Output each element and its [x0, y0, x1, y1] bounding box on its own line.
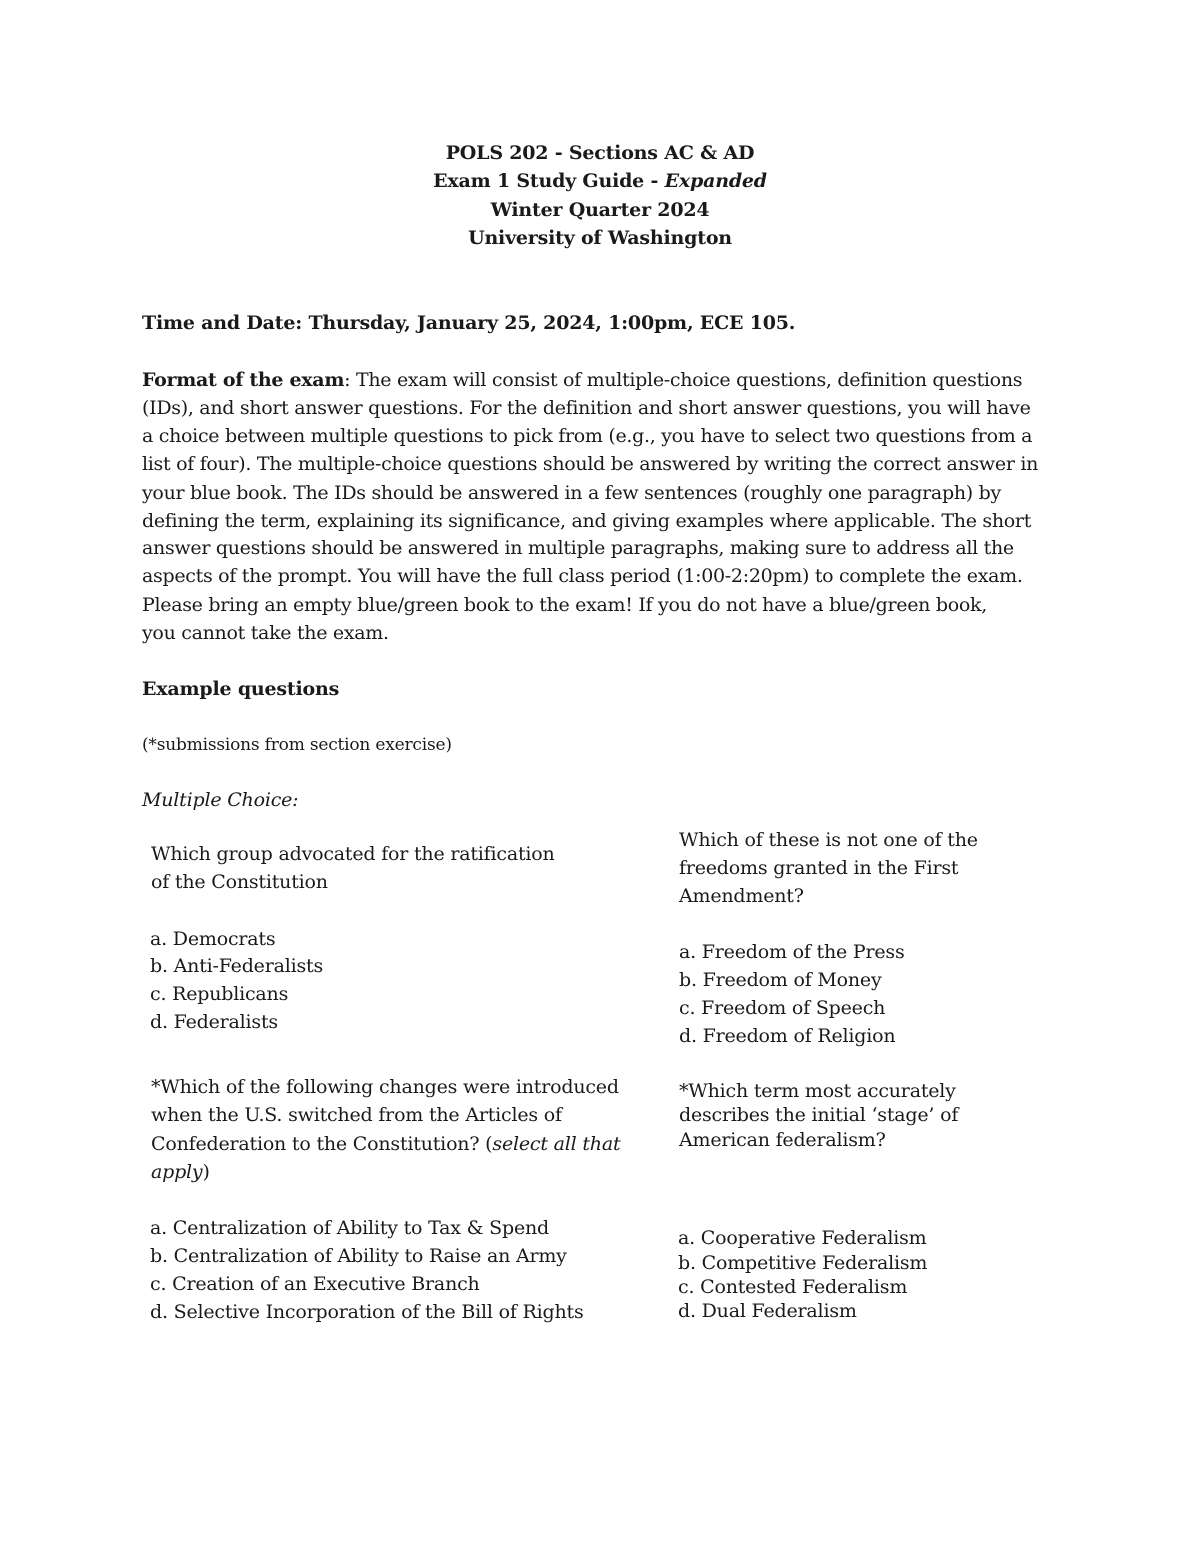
- q4-prompt-line-2: describes the initial ‘stage’ of: [679, 1104, 959, 1126]
- section-note: (*submissions from section exercise): [142, 735, 452, 755]
- q3-prompt-line-4-italic: apply: [151, 1161, 203, 1183]
- q4-option-b: b. Competitive Federalism: [678, 1252, 928, 1274]
- q1-option-b: b. Anti-Federalists: [150, 955, 324, 977]
- quarter-title: Winter Quarter 2024: [490, 199, 710, 221]
- q3-prompt-line-3-text: Confederation to the Constitution? (: [151, 1133, 493, 1155]
- format-line-7: answer questions should be answered in multiple paragraphs, making sure to address all the: [142, 537, 1014, 559]
- q4-prompt-line-1: *Which term most accurately: [679, 1080, 956, 1102]
- q4-option-d: d. Dual Federalism: [678, 1300, 857, 1322]
- university-title: University of Washington: [468, 227, 732, 249]
- q2-option-c: c. Freedom of Speech: [679, 997, 886, 1019]
- q1-option-d: d. Federalists: [150, 1011, 278, 1033]
- q2-prompt-line-1: Which of these is not one of the: [679, 829, 978, 851]
- format-line-5: your blue book. The IDs should be answered in a few sentences (roughly one paragraph) by: [142, 482, 1001, 504]
- q3-prompt-line-3: [151, 1130, 620, 1158]
- time-date-line: [142, 309, 795, 337]
- q2-prompt-line-2: freedoms granted in the First: [679, 857, 959, 879]
- format-text: The exam will consist of multiple-choice questions, definition questions: [350, 369, 1023, 391]
- q2-option-a: a. Freedom of the Press: [679, 941, 905, 963]
- q4-prompt-line-3: American federalism?: [679, 1129, 886, 1151]
- format-line-1: [142, 366, 1022, 394]
- q3-option-b: b. Centralization of Ability to Raise an Army: [150, 1245, 567, 1267]
- format-colon: :: [344, 369, 351, 391]
- q3-option-d: d. Selective Incorporation of the Bill of Rights: [150, 1301, 584, 1323]
- format-line-2: (IDs), and short answer questions. For the definition and short answer questions, you will have: [142, 397, 1031, 419]
- format-line-6: defining the term, explaining its significance, and giving examples where applicable. The short: [142, 510, 1032, 532]
- format-label: Format of the exam: [142, 369, 345, 391]
- q2-prompt-line-3: Amendment?: [679, 885, 804, 907]
- q1-option-c: c. Republicans: [150, 983, 289, 1005]
- q4-option-a: a. Cooperative Federalism: [678, 1227, 927, 1249]
- q3-prompt-line-4-text: ): [202, 1161, 210, 1183]
- time-date-label: Time and Date:: [142, 312, 303, 334]
- q1-prompt-line-2: of the Constitution: [151, 871, 328, 893]
- q3-prompt-line-2: when the U.S. switched from the Articles of: [151, 1104, 562, 1126]
- multiple-choice-heading: Multiple Choice:: [142, 789, 299, 811]
- q3-option-c: c. Creation of an Executive Branch: [150, 1273, 480, 1295]
- guide-title-italic: Expanded: [664, 170, 767, 192]
- format-line-4: list of four). The multiple-choice questions should be answered by writing the correct answer in: [142, 453, 1039, 475]
- q1-prompt-line-1: Which group advocated for the ratification: [151, 843, 555, 865]
- q3-prompt-line-1: *Which of the following changes were introduced: [151, 1076, 619, 1098]
- q2-option-b: b. Freedom of Money: [679, 969, 882, 991]
- q3-option-a: a. Centralization of Ability to Tax & Spend: [150, 1217, 549, 1239]
- example-questions-heading: Example questions: [142, 678, 340, 700]
- time-date-value: Thursday, January 25, 2024, 1:00pm, ECE 105.: [308, 312, 796, 334]
- format-line-8: aspects of the prompt. You will have the full class period (1:00-2:20pm) to complete the exam.: [142, 565, 1023, 587]
- q4-option-c: c. Contested Federalism: [678, 1276, 908, 1298]
- course-title: POLS 202 - Sections AC & AD: [445, 142, 755, 164]
- q2-option-d: d. Freedom of Religion: [679, 1025, 896, 1047]
- q3-prompt-line-3-italic: select all that: [492, 1133, 621, 1155]
- guide-title-text: Exam 1 Study Guide -: [433, 170, 665, 192]
- format-line-3: a choice between multiple questions to pick from (e.g., you have to select two questions from a: [142, 425, 1033, 447]
- format-line-10: you cannot take the exam.: [142, 622, 389, 644]
- q1-option-a: a. Democrats: [150, 928, 276, 950]
- q3-prompt-line-4: [151, 1158, 210, 1186]
- guide-title: [0, 167, 1200, 195]
- format-line-9: Please bring an empty blue/green book to the exam! If you do not have a blue/green book,: [142, 594, 987, 616]
